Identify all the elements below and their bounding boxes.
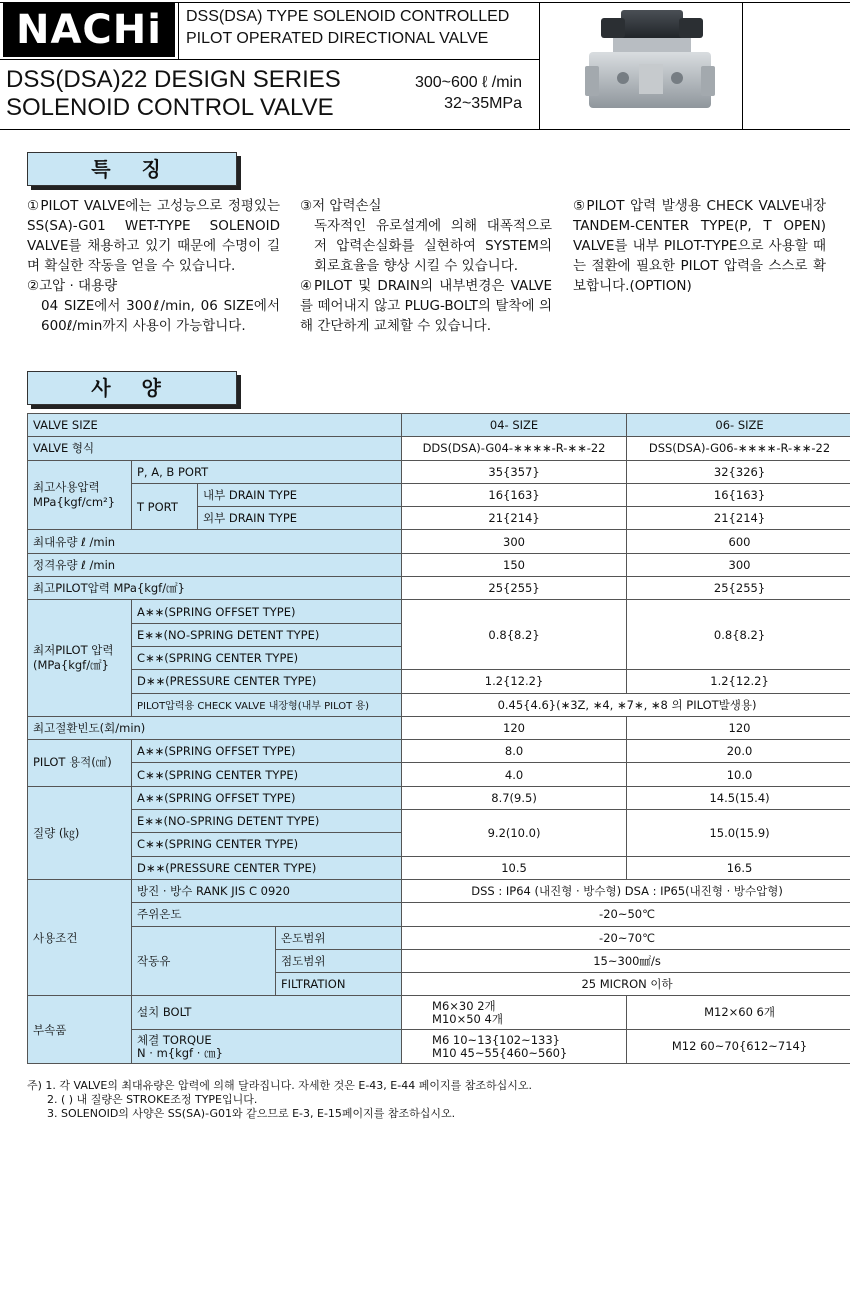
table-row xyxy=(28,810,850,833)
table-row xyxy=(28,460,850,483)
table-cell: 300 xyxy=(627,553,850,576)
table-cell: 1.2{12.2} xyxy=(627,670,850,693)
table-row xyxy=(28,926,850,949)
table-cell: M12 60~70{612~714} xyxy=(627,1030,850,1064)
footnote: 2. ( ) 내 질량은 STROKE조정 TYPE입니다. xyxy=(47,1093,258,1106)
feature-item: ⑤PILOT 압력 발생용 CHECK VALVE내장 TANDEM-CENTER TYPE(P, T OPEN) VALVE를 내부 PILOT-TYPE으로 사용할 때는 절환에 필요한 PILOT 압력을 스스로 확보합니다.(OPTION) xyxy=(573,198,826,294)
features-column-3 xyxy=(573,196,826,296)
feature-item: 독자적인 유로설계에 의해 대폭적으로 저 압력손실화를 실현하여 SYSTEM의 회로효율을 향상 시킬 수 있습니다. xyxy=(314,218,552,274)
check-valve-label: PILOT압력용 CHECK VALVE 내장형(내부 PILOT 용) xyxy=(132,693,402,716)
table-cell: 10.0 xyxy=(627,763,850,786)
table-cell: 16{163} xyxy=(627,483,850,506)
features-column-2 xyxy=(300,196,552,336)
table-cell: 120 xyxy=(402,716,627,739)
visc-range-label: 점도범위 xyxy=(276,949,402,972)
table-cell: 35{357} xyxy=(402,460,627,483)
header-divider xyxy=(742,3,743,129)
table-row xyxy=(28,670,850,693)
valve-product-image xyxy=(583,8,717,120)
fluid-label: 작동유 xyxy=(132,926,276,996)
header-divider xyxy=(0,59,540,60)
table-cell: 16.5 xyxy=(627,856,850,879)
feature-item: ④PILOT 및 DRAIN의 내부변경은 VALVE를 떼어내지 않고 PLUG-BOLT의 탈착에 의해 간단하게 교체할 수 있습니다. xyxy=(300,278,552,334)
torque-04-line: M10 45~55{460~560} xyxy=(432,1045,568,1060)
header-title-line2: PILOT OPERATED DIRECTIONAL VALVE xyxy=(186,30,489,47)
table-cell: 0.8{8.2} xyxy=(627,600,850,670)
table-row xyxy=(28,716,850,739)
footnote: 주) 1. 각 VALVE의 최대유량은 압력에 의해 달라집니다. 자세한 것은 E-43, E-44 페이지를 참조하십시오. xyxy=(27,1079,532,1092)
flow-pressure-summary xyxy=(400,72,522,114)
table-cell: 14.5(15.4) xyxy=(627,786,850,809)
table-cell xyxy=(402,996,627,1030)
table-cell: DSS : IP64 (내진형 · 방수형) DSA : IP65(내진형 · 방수압형) xyxy=(402,879,850,902)
table-row xyxy=(28,530,850,553)
feature-item: ②고압 · 대용량 xyxy=(27,278,118,294)
table-cell: -20~50℃ xyxy=(402,903,850,926)
c-spring-label: C∗∗(SPRING CENTER TYPE) xyxy=(132,763,402,786)
table-cell: 600 xyxy=(627,530,850,553)
size-04-header: 04- SIZE xyxy=(402,414,627,437)
d-pressure-label: D∗∗(PRESSURE CENTER TYPE) xyxy=(132,670,402,693)
table-cell: 25{255} xyxy=(627,577,850,600)
size-06-header: 06- SIZE xyxy=(627,414,850,437)
protection-label: 방진 · 방수 RANK JIS C 0920 xyxy=(132,879,402,902)
pressure-range: 32~35MPa xyxy=(444,95,522,112)
table-row xyxy=(28,553,850,576)
pilot-volume-label: PILOT 용적(㎤) xyxy=(28,740,132,787)
ambient-label: 주위온도 xyxy=(132,903,402,926)
series-line1: DSS(DSA)22 DESIGN SERIES xyxy=(6,66,341,93)
e-nospring-label: E∗∗(NO-SPRING DETENT TYPE) xyxy=(132,623,402,646)
table-row xyxy=(28,903,850,926)
table-cell: 300 xyxy=(402,530,627,553)
table-cell xyxy=(402,1030,627,1064)
min-pilot-label: 최저PILOT 압력 (MPa{kgf/㎠} xyxy=(28,600,132,716)
table-row xyxy=(28,577,850,600)
table-cell: 150 xyxy=(402,553,627,576)
table-row xyxy=(28,414,850,437)
filtration-label: FILTRATION xyxy=(276,973,402,996)
table-cell: 32{326} xyxy=(627,460,850,483)
spec-table xyxy=(27,413,850,1064)
table-cell: 25 MICRON 이하 xyxy=(402,973,850,996)
spec-heading: 사 양 xyxy=(27,371,237,405)
valve-size-label: VALVE SIZE xyxy=(28,414,402,437)
table-row xyxy=(28,740,850,763)
a-spring-label: A∗∗(SPRING OFFSET TYPE) xyxy=(132,600,402,623)
table-cell: 25{255} xyxy=(402,577,627,600)
a-spring-label: A∗∗(SPRING OFFSET TYPE) xyxy=(132,740,402,763)
valve-model-label: VALVE 형식 xyxy=(28,437,402,460)
c-spring-label: C∗∗(SPRING CENTER TYPE) xyxy=(132,833,402,856)
torque-label-line: 체결 TORQUE xyxy=(137,1032,212,1047)
table-cell: DSS(DSA)-G06-∗∗∗∗-R-∗∗-22 xyxy=(627,437,850,460)
table-cell: -20~70℃ xyxy=(402,926,850,949)
max-pressure-label: 최고사용압력 MPa{kgf/cm²} xyxy=(28,460,132,530)
feature-item: ③저 압력손실 xyxy=(300,198,382,214)
features-heading: 특 징 xyxy=(27,152,237,186)
c-spring-label: C∗∗(SPRING CENTER TYPE) xyxy=(132,646,402,669)
feature-item: 04 SIZE에서 300ℓ/min, 06 SIZE에서 600ℓ/min까지 사용이 가능합니다. xyxy=(41,298,280,334)
header-title-line1: DSS(DSA) TYPE SOLENOID CONTROLLED xyxy=(186,8,510,25)
series-title xyxy=(6,66,341,122)
table-cell: 120 xyxy=(627,716,850,739)
table-row xyxy=(28,856,850,879)
table-cell: 21{214} xyxy=(402,507,627,530)
a-spring-label: A∗∗(SPRING OFFSET TYPE) xyxy=(132,786,402,809)
table-row xyxy=(28,600,850,623)
mass-label: 질량 (㎏) xyxy=(28,786,132,879)
table-row xyxy=(28,763,850,786)
header-divider xyxy=(539,3,540,129)
temp-range-label: 온도범위 xyxy=(276,926,402,949)
bolt-label: 설치 BOLT xyxy=(132,996,402,1030)
nachi-logo: NACHi xyxy=(3,3,175,57)
e-nospring-label: E∗∗(NO-SPRING DETENT TYPE) xyxy=(132,810,402,833)
header-divider xyxy=(178,3,179,60)
max-flow-label: 최대유량 ℓ /min xyxy=(28,530,402,553)
table-row xyxy=(28,483,850,506)
bolt-04-line: M6×30 2개 xyxy=(432,998,496,1013)
table-cell: 15~300㎟/s xyxy=(402,949,850,972)
torque-unit-line: N · m{kgf · ㎝} xyxy=(137,1045,223,1060)
table-cell: 21{214} xyxy=(627,507,850,530)
page-header xyxy=(0,0,850,130)
table-cell: 8.0 xyxy=(402,740,627,763)
table-cell: DDS(DSA)-G04-∗∗∗∗-R-∗∗-22 xyxy=(402,437,627,460)
ext-drain-label: 외부 DRAIN TYPE xyxy=(198,507,402,530)
torque-04-line: M6 10~13{102~133} xyxy=(432,1032,560,1047)
max-switch-label: 최고절환빈도(회/min) xyxy=(28,716,402,739)
table-row xyxy=(28,437,850,460)
features-column-1 xyxy=(27,196,280,336)
footnote: 3. SOLENOID의 사양은 SS(SA)-G01와 같으므로 E-3, E-15페이지를 참조하십시오. xyxy=(47,1107,456,1120)
table-cell: 9.2(10.0) xyxy=(402,810,627,857)
table-cell: 8.7(9.5) xyxy=(402,786,627,809)
table-cell: 16{163} xyxy=(402,483,627,506)
table-cell: M12×60 6개 xyxy=(627,996,850,1030)
table-row xyxy=(28,786,850,809)
pab-port-label: P, A, B PORT xyxy=(132,460,402,483)
bolt-04-line: M10×50 4개 xyxy=(432,1011,503,1026)
table-cell: 10.5 xyxy=(402,856,627,879)
table-cell: 0.45{4.6}(∗3Z, ∗4, ∗7∗, ∗8 의 PILOT발생용) xyxy=(402,693,850,716)
header-title xyxy=(186,6,509,50)
table-cell: 4.0 xyxy=(402,763,627,786)
int-drain-label: 내부 DRAIN TYPE xyxy=(198,483,402,506)
footnotes xyxy=(27,1079,532,1121)
header-bottom-rule xyxy=(0,129,850,130)
table-cell: 1.2{12.2} xyxy=(402,670,627,693)
table-cell: 0.8{8.2} xyxy=(402,600,627,670)
max-pilot-label: 최고PILOT압력 MPa{kgf/㎠} xyxy=(28,577,402,600)
feature-item: ①PILOT VALVE에는 고성능으로 정평있는 SS(SA)-G01 WET-TYPE SOLENOID VALVE를 채용하고 있기 때문에 수명이 길며 확실한 작동을 얻을 수 있습니다. xyxy=(27,198,280,274)
table-row xyxy=(28,996,850,1030)
d-pressure-label: D∗∗(PRESSURE CENTER TYPE) xyxy=(132,856,402,879)
rated-flow-label: 정격유량 ℓ /min xyxy=(28,553,402,576)
torque-label xyxy=(132,1030,402,1064)
conditions-label: 사용조건 xyxy=(28,879,132,995)
table-row xyxy=(28,693,850,716)
accessories-label: 부속품 xyxy=(28,996,132,1064)
table-cell: 15.0(15.9) xyxy=(627,810,850,857)
flow-range: 300~600 ℓ /min xyxy=(414,74,522,91)
table-row xyxy=(28,1030,850,1064)
t-port-label: T PORT xyxy=(132,483,198,530)
table-row xyxy=(28,879,850,902)
series-line2: SOLENOID CONTROL VALVE xyxy=(6,94,334,121)
table-cell: 20.0 xyxy=(627,740,850,763)
